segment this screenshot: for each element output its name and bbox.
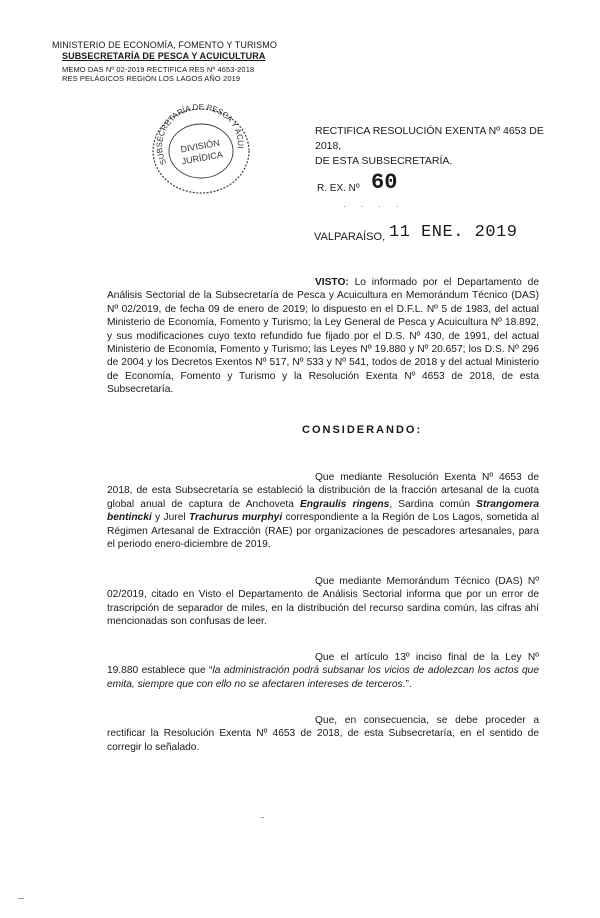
- document-reference: RES PELÁGICOS REGIÓN LOS LAGOS AÑO 2019: [62, 74, 241, 83]
- stamp-inner-line2: JURÍDICA: [180, 149, 224, 167]
- ministry-name: MINISTERIO DE ECONOMÍA, FOMENTO Y TURISMO: [52, 40, 277, 50]
- resolution-number: 60: [371, 170, 398, 195]
- visto-paragraph: [107, 276, 539, 397]
- scan-mark: [261, 817, 264, 818]
- visto-label: VISTO:: [315, 277, 349, 288]
- considerando-paragraph-4: Que, en consecuencia, se debe proceder a rectificar la Resolución Exenta Nº 4653 de 2018, de esta Subsecretaría, en el sentido de corregir lo señalado.: [107, 715, 539, 753]
- law-quote: la administración podrá subsanar los vicios de adolezcan los actos que emita, siempre que con ello no se afectaren intereses de terceros: [107, 665, 540, 690]
- species-anchoveta: Engraulis ringens: [299, 498, 390, 510]
- resolution-place: VALPARAÍSO,: [314, 231, 386, 243]
- subject-line-2: DE ESTA SUBSECRETARÍA.: [315, 155, 453, 167]
- undersecretariat-name: SUBSECRETARÍA DE PESCA Y ACUICULTURA: [62, 51, 266, 61]
- division-juridica-stamp: [143, 101, 259, 197]
- species-sardina: Strangomera bentincki: [107, 498, 539, 524]
- stamp-outer-text: SUBSECRETARÍA DE PESCA Y ACUICULTURA: [155, 102, 246, 167]
- stamp-inner-line1: DIVISIÓN: [179, 137, 221, 155]
- p1-text-c: y Jurel: [151, 512, 189, 524]
- resolution-date-stamp: 11 ENE. 2019: [389, 223, 518, 242]
- resolution-subject: [315, 124, 565, 169]
- p1-text-b: , Sardina común: [389, 498, 477, 510]
- memo-reference: MEMO DAS Nº 02-2019 RECTIFICA RES Nº 4653-2018: [62, 65, 255, 74]
- considerando-paragraph-3: [107, 651, 539, 691]
- considerando-paragraph-2: Que mediante Memorándum Técnico (DAS) Nº 02/2019, citado en Visto el Departamento de Análisis Sectorial informa que por un error de trascripción de separador de miles, en la distribución del recurso sardina común, las cifras ahí mencionadas son confusas de leer.: [107, 576, 539, 628]
- p1-text-a: Que mediante Resolución Exenta Nº 4653 de 2018, de esta Subsecretaría se estableció la distribución de la fracción artesanal de la cuota global anual de captura de Anchoveta: [107, 472, 539, 510]
- visto-text: Lo informado por el Departamento de Análisis Sectorial de la Subsecretaría de Pesca y Acuicultura en Memorándum Técnico (DAS) Nº 02/2019, de fecha 09 de enero de 2019; lo dispuesto en el D.F.L. Nº 5 de 1983, del actual Ministerio de Economía, Fomento y Turismo; la Ley General de Pesca y Acuicultura Nº 18.892, y sus modificaciones cuyo texto refundido fue fijado por el D.S. Nº 430, de 1991, del actual Ministerio de Economía, Fomento y Turismo; las Leyes Nº 19.880 y Nº 20.657; los D.S. Nº 296 de 2004 y los Decretos Exentos Nº 517, Nº 533 y Nº 541, todos de 2018 y del actual Ministerio de Economía, Fomento y Turismo y la Resolución Exenta Nº 4653 de 2018, de esta Subsecretaría.: [107, 277, 539, 396]
- p1-text-d: correspondiente a la Región de Los Lagos, sometida al Régimen Artesanal de Extracción (RAE) por organizaciones de pescadores artesanales, para el periodo enero-diciembre de 2019.: [107, 512, 539, 551]
- p3-text-a: Que el artículo 13º inciso final de la Ley Nº 19.880 establece que “: [107, 652, 539, 677]
- subject-line-1: RECTIFICA RESOLUCIÓN EXENTA Nº 4653 DE 2018,: [315, 125, 544, 152]
- p3-text-b: .”.: [402, 678, 412, 690]
- scan-mark: [18, 898, 24, 899]
- resolution-number-label: R. EX. Nº: [317, 183, 360, 194]
- separator-dots: · · · ·: [343, 201, 405, 211]
- species-jurel: Trachurus murphyi: [189, 512, 283, 524]
- considerando-heading: CONSIDERANDO:: [302, 424, 423, 436]
- considerando-paragraph-1: [107, 471, 539, 551]
